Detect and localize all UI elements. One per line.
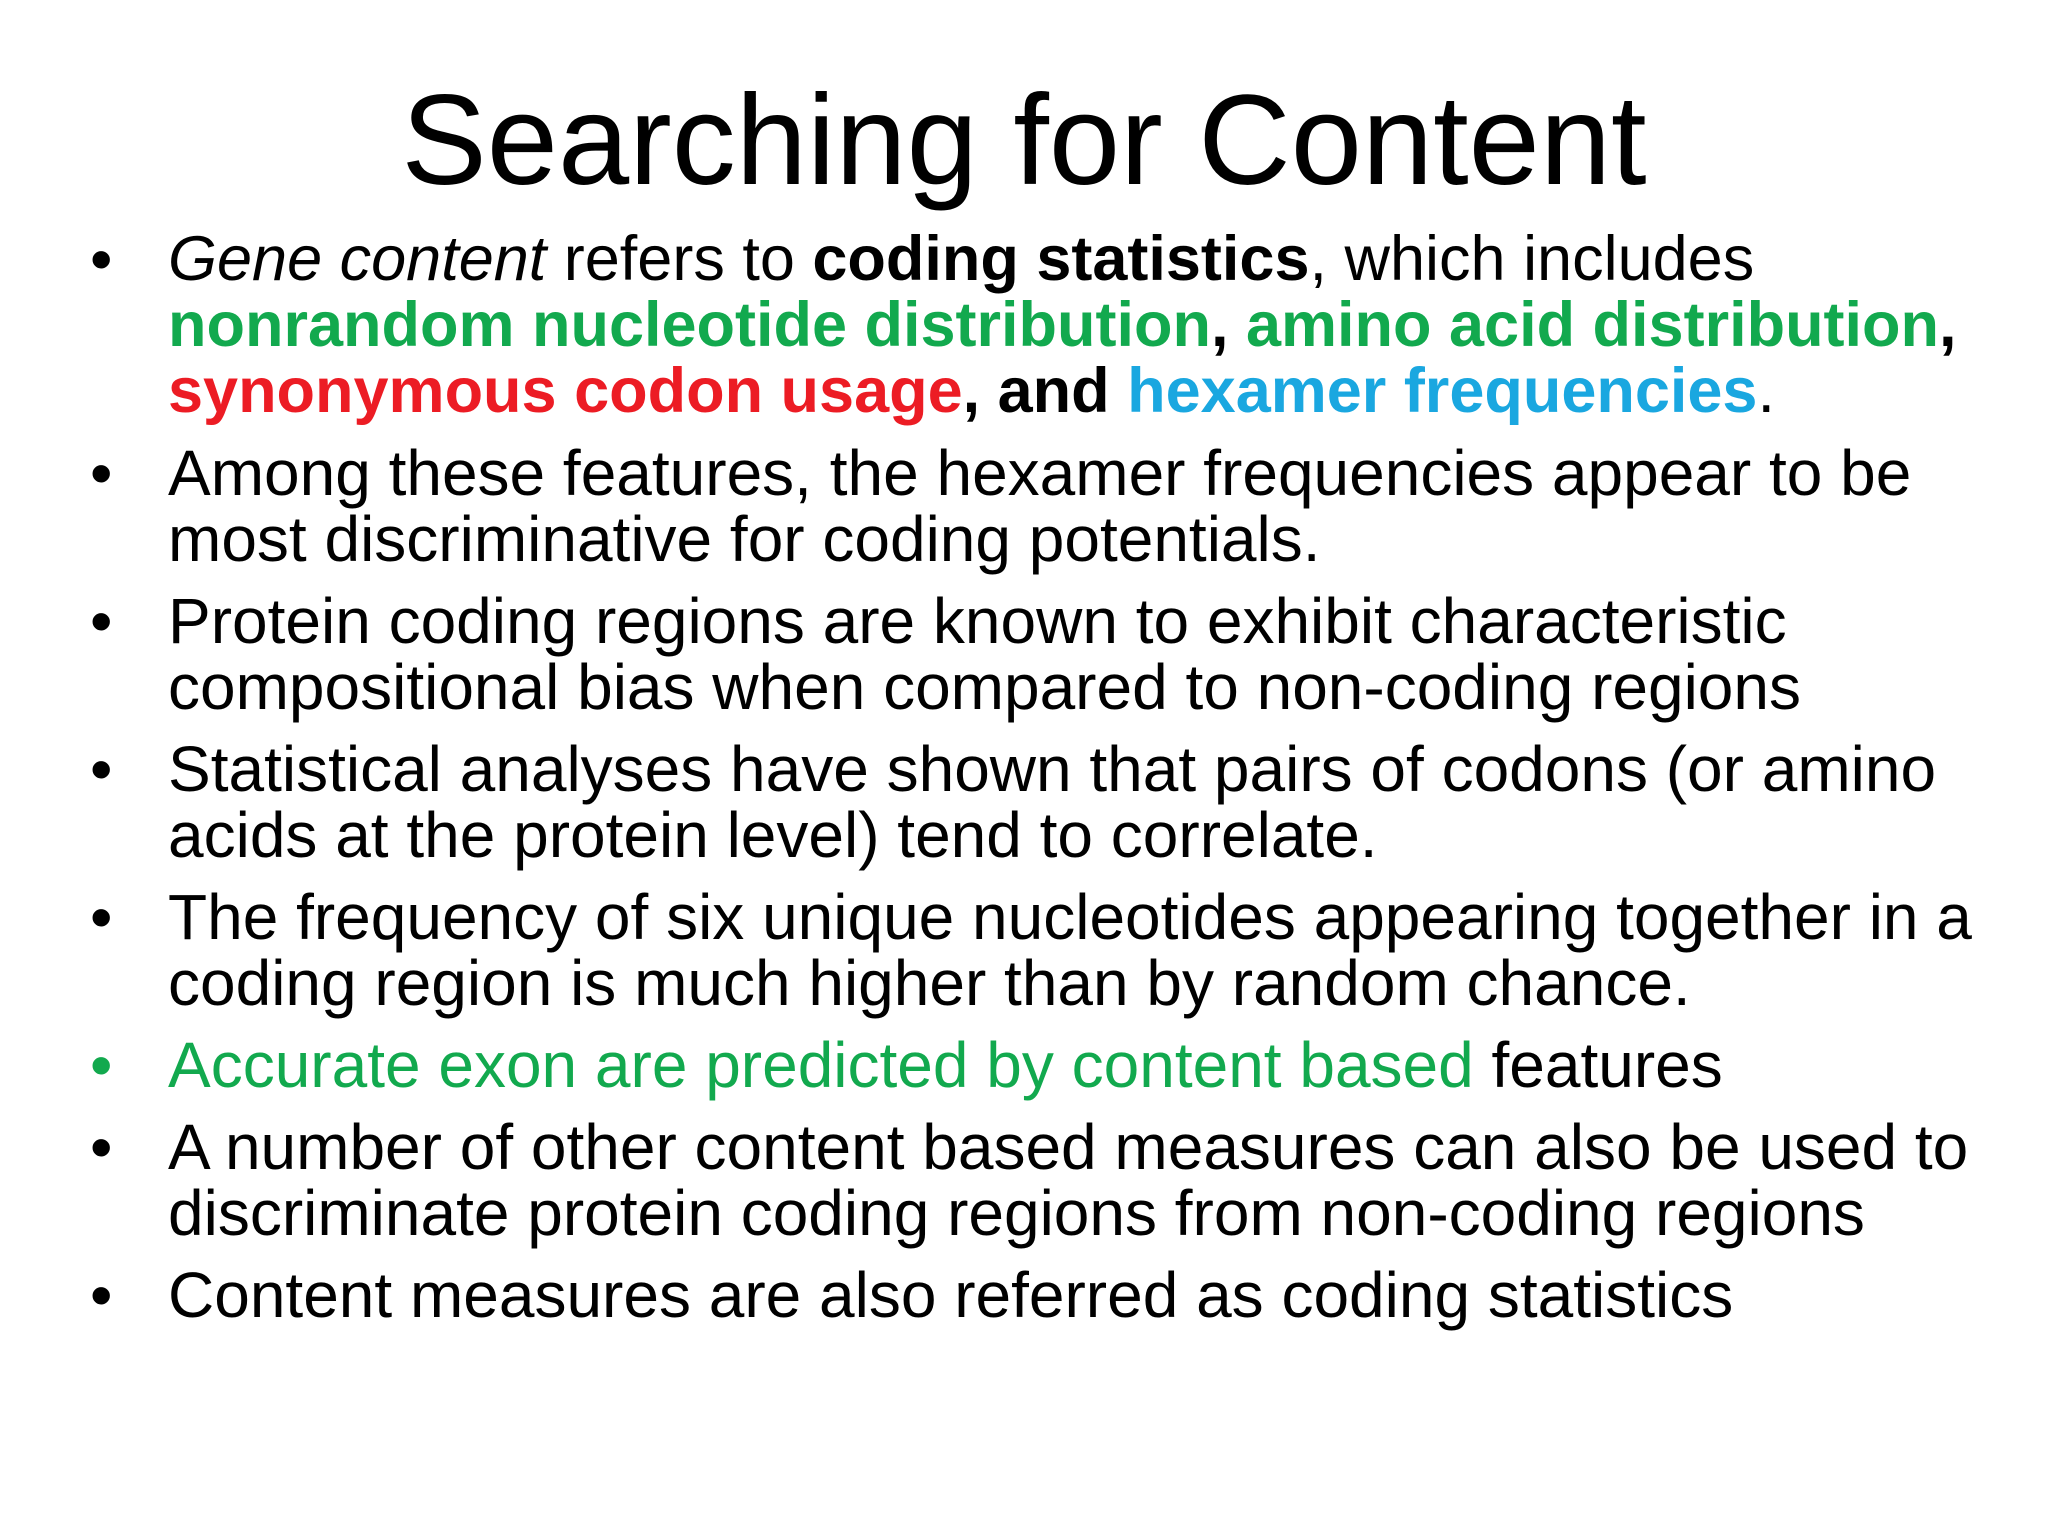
bullet-text: , which includes — [1309, 224, 1755, 294]
bullet-item — [84, 733, 2014, 871]
bullet-text: Content measures are also referred as coding statistics — [168, 1259, 1734, 1331]
bullet-text: A number of other content based measures can also be used to discriminate protein coding regions from non-coding regions — [168, 1111, 1969, 1249]
bullet-item — [84, 585, 2014, 723]
bullet-item — [84, 881, 2014, 1019]
bullet-text: The frequency of six unique nucleotides appearing together in a coding region is much higher than by random chance. — [168, 881, 1972, 1019]
bullet-text: features — [1473, 1029, 1723, 1101]
bullet-dot: • — [90, 585, 113, 657]
slide-title: Searching for Content — [401, 69, 1647, 212]
bullet-text: Protein coding regions are known to exhibit characteristic compositional bias when compared to non-coding regions — [168, 585, 1801, 723]
bullet-item — [84, 1259, 2014, 1331]
bullet-dot: • — [90, 437, 113, 509]
bullet-item — [84, 1111, 2014, 1249]
bullet-text: , — [1210, 290, 1246, 360]
bullet-text-highlight: Accurate exon are predicted by content based — [168, 1029, 1474, 1101]
bullet-text: Statistical analyses have shown that pairs of codons (or amino acids at the protein level) tend to correlate. — [168, 733, 1937, 871]
bullet-text: . — [1757, 356, 1775, 426]
bullet-dot: • — [90, 733, 113, 805]
bullet-text: , — [1939, 290, 1957, 360]
bullet-item — [84, 223, 2014, 426]
term-amino-acid-distribution: amino acid distribution — [1245, 290, 1939, 360]
bullet-dot: • — [90, 223, 113, 295]
bullet-item — [84, 437, 2014, 575]
bullet-text: , and — [962, 356, 1128, 426]
bullet-item — [84, 1029, 2014, 1101]
term-hexamer-frequencies: hexamer frequencies — [1127, 356, 1758, 426]
bullet-text: refers to — [546, 224, 813, 294]
bullet-list — [84, 223, 2014, 1344]
bullet-dot: • — [90, 1259, 113, 1331]
bullet-text: Among these features, the hexamer frequencies appear to be most discriminative for coding potentials. — [168, 437, 1912, 575]
term-gene-content: Gene content — [168, 224, 547, 294]
term-codon-usage: synonymous codon usage — [168, 356, 963, 426]
term-nucleotide-distribution: nonrandom nucleotide distribution — [168, 290, 1211, 360]
bullet-dot: • — [90, 881, 113, 953]
bullet-dot: • — [90, 1111, 113, 1183]
term-coding-statistics: coding statistics — [812, 224, 1310, 294]
bullet-dot: • — [90, 1029, 113, 1101]
